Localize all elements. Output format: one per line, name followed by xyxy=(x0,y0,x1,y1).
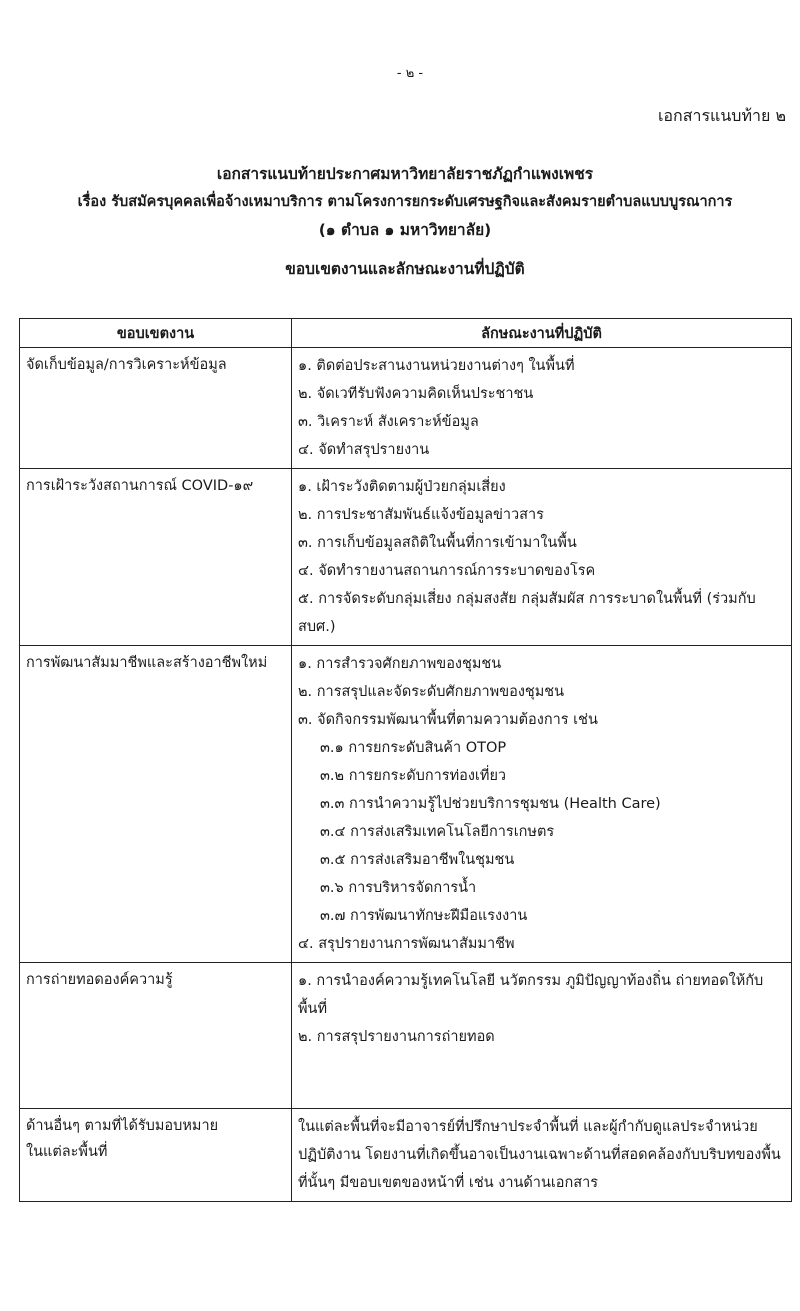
task-item: ๒. การประชาสัมพันธ์แจ้งข้อมูลข่าวสาร xyxy=(298,507,544,523)
scope-cell: การเฝ้าระวังสถานการณ์ COVID-๑๙ xyxy=(20,469,292,646)
title-line-3: (๑ ตำบล ๑ มหาวิทยาลัย) xyxy=(318,221,492,239)
task-item: ๔. จัดทำสรุปรายงาน xyxy=(298,442,430,458)
header-tasks: ลักษณะงานที่ปฏิบัติ xyxy=(292,319,792,348)
subtask-item: ๓.๑ การยกระดับสินค้า OTOP xyxy=(320,740,507,756)
header-scope: ขอบเขตงาน xyxy=(20,319,292,348)
scope-cell: จัดเก็บข้อมูล/การวิเคราะห์ข้อมูล xyxy=(20,348,292,469)
subtask-item: ๓.๓ การนำความรู้ไปช่วยบริการชุมชน (Health Care) xyxy=(320,796,661,812)
task-item: ๑. ติดต่อประสานงานหน่วยงานต่างๆ ในพื้นที่ xyxy=(298,358,575,374)
subtask-item: ๓.๕ การส่งเสริมอาชีพในชุมชน xyxy=(320,852,515,868)
table-row xyxy=(20,469,792,646)
subtask-item: ๓.๔ การส่งเสริมเทคโนโลยีการเกษตร xyxy=(320,824,555,840)
scope-cell: การพัฒนาสัมมาชีพและสร้างอาชีพใหม่ xyxy=(20,646,292,963)
tasks-cell xyxy=(292,469,792,646)
task-item: ๒. การสรุปรายงานการถ่ายทอด xyxy=(298,1029,495,1045)
scope-table xyxy=(19,318,792,1202)
table-row xyxy=(20,1109,792,1202)
task-item: ๑. การสำรวจศักยภาพของชุมชน xyxy=(298,656,502,672)
scope-line: ในแต่ละพื้นที่ xyxy=(26,1144,108,1160)
title-line-1: เอกสารแนบท้ายประกาศมหาวิทยาลัยราชภัฏกำแพงเพชร xyxy=(216,165,594,183)
attachment-label: เอกสารแนบท้าย ๒ xyxy=(657,106,786,125)
subtask-item: ๓.๒ การยกระดับการท่องเที่ยว xyxy=(320,768,507,784)
task-item: ๑. การนำองค์ความรู้เทคโนโลยี นวัตกรรม ภูมิปัญญาท้องถิ่น ถ่ายทอดให้กับพื้นที่ xyxy=(298,973,764,1017)
scope-line: ด้านอื่นๆ ตามที่ได้รับมอบหมาย xyxy=(26,1118,219,1134)
description-text: ในแต่ละพื้นที่จะมีอาจารย์ที่ปรึกษาประจำพื้นที่ และผู้กำกับดูแลประจำหน่วยปฏิบัติงาน โดยงานที่เกิดขึ้นอาจเป็นงานเฉพาะด้านที่สอดคล้องกับบริบทของพื้นที่นั้นๆ มีขอบเขตของหน้าที่ เช่น งานด้านเอกสาร xyxy=(298,1119,781,1191)
tasks-cell xyxy=(292,646,792,963)
task-item: ๑. เฝ้าระวังติดตามผู้ป่วยกลุ่มเสี่ยง xyxy=(298,479,506,495)
task-item: ๓. วิเคราะห์ สังเคราะห์ข้อมูล xyxy=(298,414,479,430)
description-cell xyxy=(292,1109,792,1202)
subtask-item: ๓.๖ การบริหารจัดการน้ำ xyxy=(320,880,477,896)
tasks-cell xyxy=(292,348,792,469)
tasks-cell xyxy=(292,963,792,1109)
task-item: ๒. จัดเวทีรับฟังความคิดเห็นประชาชน xyxy=(298,386,534,402)
table-row xyxy=(20,348,792,469)
task-item: ๒. การสรุปและจัดระดับศักยภาพของชุมชน xyxy=(298,684,565,700)
table-row xyxy=(20,963,792,1109)
page-number: - ๒ - xyxy=(396,66,424,81)
task-item: ๕. การจัดระดับกลุ่มเสี่ยง กลุ่มสงสัย กลุ่มสัมผัส การระบาดในพื้นที่ (ร่วมกับสบศ.) xyxy=(298,591,756,635)
section-heading: ขอบเขตงานและลักษณะงานที่ปฏิบัติ xyxy=(285,260,525,278)
scope-cell xyxy=(20,1109,292,1202)
scope-cell: การถ่ายทอดองค์ความรู้ xyxy=(20,963,292,1109)
table-row xyxy=(20,646,792,963)
task-item: ๔. สรุปรายงานการพัฒนาสัมมาชีพ xyxy=(298,936,515,952)
title-line-2: เรื่อง รับสมัครบุคคลเพื่อจ้างเหมาบริการ ตามโครงการยกระดับเศรษฐกิจและสังคมรายตำบลแบบบูรณาการ xyxy=(77,194,733,210)
task-item: ๓. การเก็บข้อมูลสถิติในพื้นที่การเข้ามาในพื้น xyxy=(298,535,577,551)
subtask-item: ๓.๗ การพัฒนาทักษะฝีมือแรงงาน xyxy=(320,908,528,924)
document-title xyxy=(10,160,800,244)
task-item: ๓. จัดกิจกรรมพัฒนาพื้นที่ตามความต้องการ เช่น xyxy=(298,712,598,728)
task-item: ๔. จัดทำรายงานสถานการณ์การระบาดของโรค xyxy=(298,563,596,579)
table-header-row xyxy=(20,319,792,348)
